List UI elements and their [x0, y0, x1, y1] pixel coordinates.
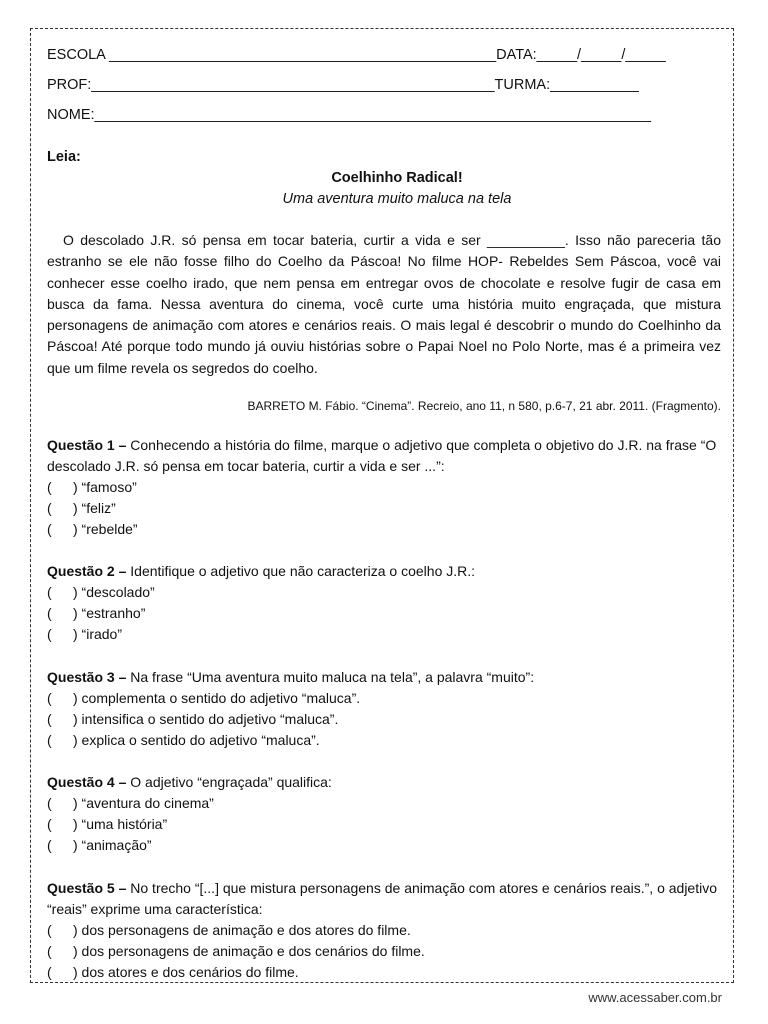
answer-checkbox[interactable]: (	[47, 922, 52, 938]
answer-option[interactable]	[47, 624, 721, 645]
text-source: BARRETO M. Fábio. “Cinema”. Recreio, ano 11, n 580, p.6-7, 21 abr. 2011. (Fragmento).	[247, 399, 721, 413]
answer-checkbox[interactable]: (	[47, 521, 52, 537]
teacher-class-line: PROF:__________________________________________________TURMA:___________	[47, 77, 639, 93]
answer-option[interactable]	[47, 519, 721, 540]
answer-checkbox[interactable]: (	[47, 584, 52, 600]
answer-option[interactable]	[47, 730, 721, 751]
text-title: Coelhinho Radical!	[331, 170, 463, 186]
answer-option[interactable]	[47, 920, 721, 941]
answer-checkbox[interactable]: (	[47, 479, 52, 495]
question-4	[47, 772, 721, 856]
option-label: ) “estranho”	[73, 605, 146, 621]
answer-option[interactable]	[47, 498, 721, 519]
answer-checkbox[interactable]: (	[47, 837, 52, 853]
answer-option[interactable]	[47, 814, 721, 835]
option-label: ) “descolado”	[73, 584, 155, 600]
question-label: Questão 2 –	[47, 563, 127, 579]
answer-checkbox[interactable]: (	[47, 964, 52, 980]
worksheet-border	[30, 28, 734, 983]
option-label: ) “rebelde”	[73, 521, 138, 537]
answer-option[interactable]	[47, 688, 721, 709]
question-5	[47, 878, 721, 983]
question-2	[47, 561, 721, 645]
answer-checkbox[interactable]: (	[47, 605, 52, 621]
question-text: Conhecendo a história do filme, marque o adjetivo que completa o objetivo do J.R. na frase “O descolado J.R. só pensa em tocar bateria, curtir a vida e ser ...”:	[47, 437, 717, 474]
answer-option[interactable]	[47, 477, 721, 498]
option-label: ) “irado”	[73, 626, 123, 642]
answer-option[interactable]	[47, 582, 721, 603]
option-label: ) “uma história”	[73, 816, 168, 832]
answer-checkbox[interactable]: (	[47, 816, 52, 832]
student-name-line: NOME:_____________________________________________________________________	[47, 107, 651, 123]
question-label: Questão 1 –	[47, 437, 127, 453]
option-label: ) “famoso”	[73, 479, 137, 495]
answer-checkbox[interactable]: (	[47, 711, 52, 727]
question-label: Questão 4 –	[47, 774, 127, 790]
school-date-line: ESCOLA ________________________________________________DATA:_____/_____/_____	[47, 47, 666, 63]
question-text: O adjetivo “engraçada” qualifica:	[126, 774, 332, 790]
option-label: ) “aventura do cinema”	[73, 795, 214, 811]
question-text: Identifique o adjetivo que não caracteriza o coelho J.R.:	[126, 563, 476, 579]
footer-website: www.acessaber.com.br	[588, 990, 722, 1005]
reading-paragraph: O descolado J.R. só pensa em tocar bateria, curtir a vida e ser __________. Isso não pareceria tão estranho se ele não fosse filho do Coelho da Páscoa! No filme HOP- Rebeldes Sem Páscoa, você vai conhecer esse coelho irado, que nem pensa em entregar ovos de chocolate e resolve fugir de casa em busca da fama. Nessa aventura do cinema, você curte uma história muito engraçada, que mistura personagens de animação com atores e cenários reais. O mais legal é descobrir o mundo do Coelhinho da Páscoa! Até porque todo mundo já ouviu histórias sobre o Papai Noel no Polo Norte, mas é a primeira vez que um filme revela os segredos do coelho.	[47, 232, 721, 376]
answer-option[interactable]	[47, 709, 721, 730]
text-subtitle: Uma aventura muito maluca na tela	[282, 191, 512, 207]
question-label: Questão 5 –	[47, 880, 127, 896]
answer-checkbox[interactable]: (	[47, 626, 52, 642]
question-label: Questão 3 –	[47, 669, 127, 685]
answer-checkbox[interactable]: (	[47, 795, 52, 811]
option-label: ) complementa o sentido do adjetivo “maluca”.	[73, 690, 361, 706]
answer-checkbox[interactable]: (	[47, 690, 52, 706]
answer-option[interactable]	[47, 603, 721, 624]
answer-option[interactable]	[47, 835, 721, 856]
option-label: ) explica o sentido do adjetivo “maluca”.	[73, 732, 320, 748]
option-label: ) dos personagens de animação e dos atores do filme.	[73, 922, 411, 938]
question-text: Na frase “Uma aventura muito maluca na tela”, a palavra “muito”:	[126, 669, 535, 685]
option-label: ) “feliz”	[73, 500, 116, 516]
read-instruction: Leia:	[47, 149, 81, 165]
option-label: ) intensifica o sentido do adjetivo “maluca”.	[73, 711, 339, 727]
question-text: No trecho “[...] que mistura personagens de animação com atores e cenários reais.”, o adjetivo “reais” exprime uma característica:	[47, 880, 718, 917]
answer-option[interactable]	[47, 962, 721, 983]
question-1	[47, 435, 721, 540]
question-3	[47, 667, 721, 751]
option-label: ) “animação”	[73, 837, 152, 853]
answer-checkbox[interactable]: (	[47, 732, 52, 748]
answer-checkbox[interactable]: (	[47, 943, 52, 959]
option-label: ) dos personagens de animação e dos cenários do filme.	[73, 943, 425, 959]
answer-option[interactable]	[47, 941, 721, 962]
answer-checkbox[interactable]: (	[47, 500, 52, 516]
answer-option[interactable]	[47, 793, 721, 814]
option-label: ) dos atores e dos cenários do filme.	[73, 964, 299, 980]
